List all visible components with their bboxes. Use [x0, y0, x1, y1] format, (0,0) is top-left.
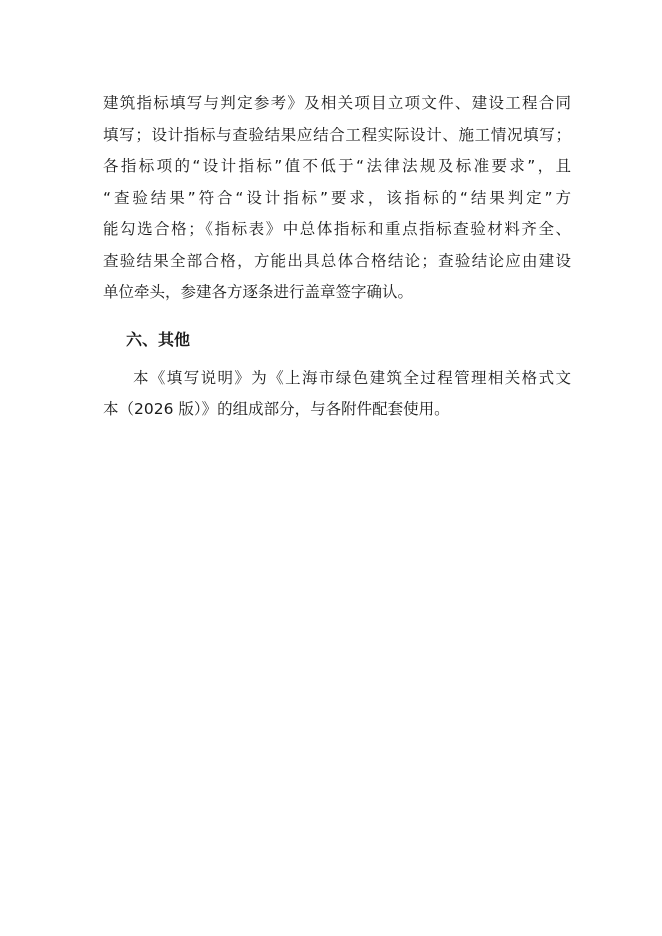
paragraph-line: 各指标项的“设计指标”值不低于“法律法规及标准要求”，且 — [103, 157, 571, 175]
paragraph-line: 单位牵头，参建各方逐条进行盖章签字确认。 — [103, 283, 414, 301]
paragraph-line: 查验结果全部合格，方能出具总体合格结论；查验结论应由建设 — [103, 252, 571, 270]
paragraph-line: 能勾选合格；《指标表》中总体指标和重点指标查验材料齐全、 — [103, 220, 571, 238]
section-heading: 六、其他 — [126, 330, 191, 349]
paragraph-line: 本《填写说明》为《上海市绿色建筑全过程管理相关格式文 — [133, 369, 571, 387]
paragraph-line: “查验结果”符合“设计指标”要求，该指标的“结果判定”方 — [103, 189, 571, 207]
paragraph-line: 建筑指标填写与判定参考》及相关项目立项文件、建设工程合同 — [103, 94, 571, 112]
paragraph-line: 填写；设计指标与查验结果应结合工程实际设计、施工情况填写； — [103, 126, 571, 144]
paragraph-line: 本（2026 版）》的组成部分，与各附件配套使用。 — [103, 400, 450, 418]
